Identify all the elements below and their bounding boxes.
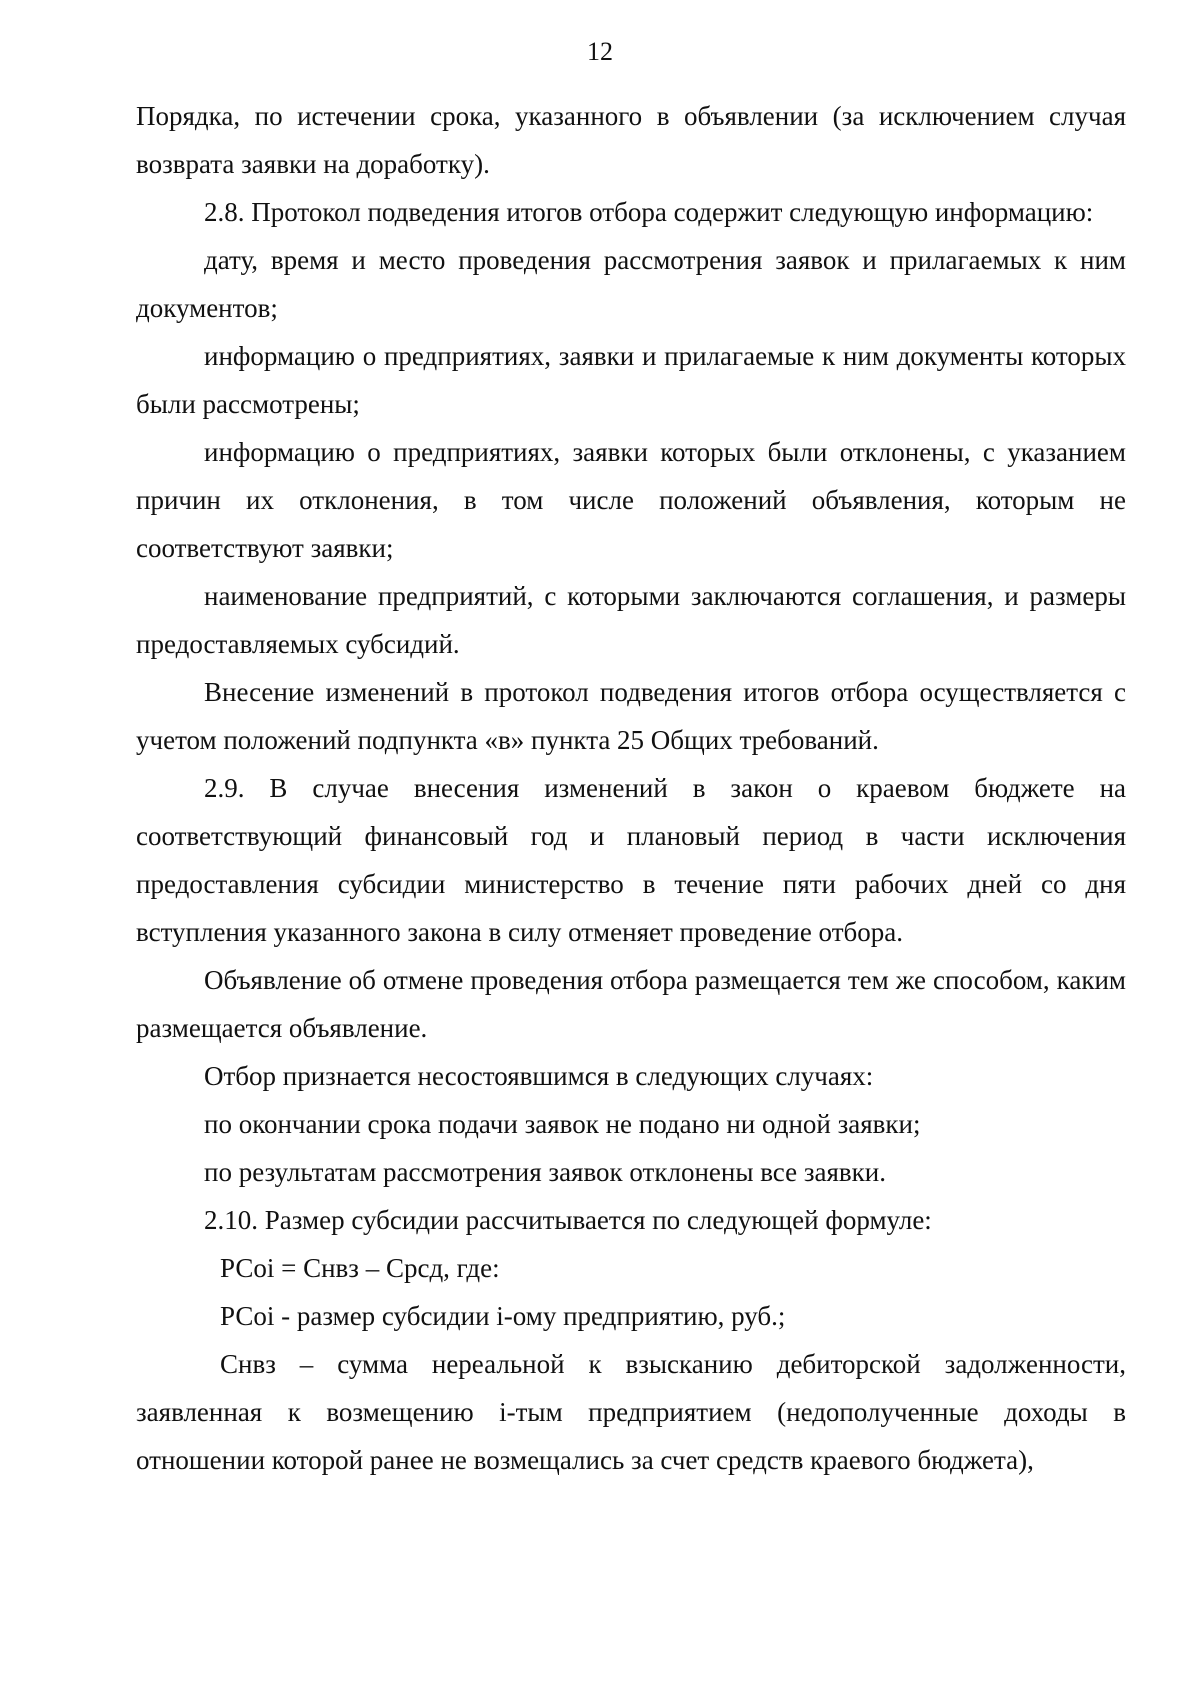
paragraph-5: информацию о предприятиях, заявки которых были отклонены, с указанием причин их отклонения, в том числе положений объявления, которым не соответствуют заявки;: [136, 437, 1126, 563]
page-content: [136, 92, 1126, 1484]
page-number: 12: [587, 37, 613, 66]
paragraph-6: наименование предприятий, с которыми заключаются соглашения, и размеры предоставляемых субсидий.: [136, 581, 1126, 659]
formula-definition-snvz: Снвз – сумма нереальной к взысканию дебиторской задолженности, заявленная к возмещению i-тым предприятием (недополученные доходы в отношении которой ранее не возмещались за счет средств краевого бюджета),: [136, 1349, 1126, 1475]
formula-definition-rsoi: РСоi - размер субсидии i-ому предприятию, руб.;: [220, 1301, 786, 1331]
paragraph-2: 2.8. Протокол подведения итогов отбора содержит следующую информацию:: [204, 197, 1094, 227]
formula-line: РСоi = Снвз – Срсд, где:: [220, 1253, 500, 1283]
paragraph-3: дату, время и место проведения рассмотрения заявок и прилагаемых к ним документов;: [136, 245, 1126, 323]
paragraph-7: Внесение изменений в протокол подведения итогов отбора осуществляется с учетом положений подпункта «в» пункта 25 Общих требований.: [136, 677, 1126, 755]
paragraph-10: Отбор признается несостоявшимся в следующих случаях:: [204, 1061, 874, 1091]
paragraph-12: по результатам рассмотрения заявок отклонены все заявки.: [204, 1157, 886, 1187]
paragraph-8: 2.9. В случае внесения изменений в закон о краевом бюджете на соответствующий финансовый год и плановый период в части исключения предоставления субсидии министерство в течение пяти рабочих дней со дня вступления указанного закона в силу отменяет проведение отбора.: [136, 773, 1126, 947]
paragraph-4: информацию о предприятиях, заявки и прилагаемые к ним документы которых были рассмотрены;: [136, 341, 1126, 419]
paragraph-11: по окончании срока подачи заявок не подано ни одной заявки;: [204, 1109, 921, 1139]
paragraph-9: Объявление об отмене проведения отбора размещается тем же способом, каким размещается объявление.: [136, 965, 1126, 1043]
paragraph-13: 2.10. Размер субсидии рассчитывается по следующей формуле:: [204, 1205, 932, 1235]
paragraph-1: Порядка, по истечении срока, указанного в объявлении (за исключением случая возврата заявки на доработку).: [136, 101, 1126, 179]
